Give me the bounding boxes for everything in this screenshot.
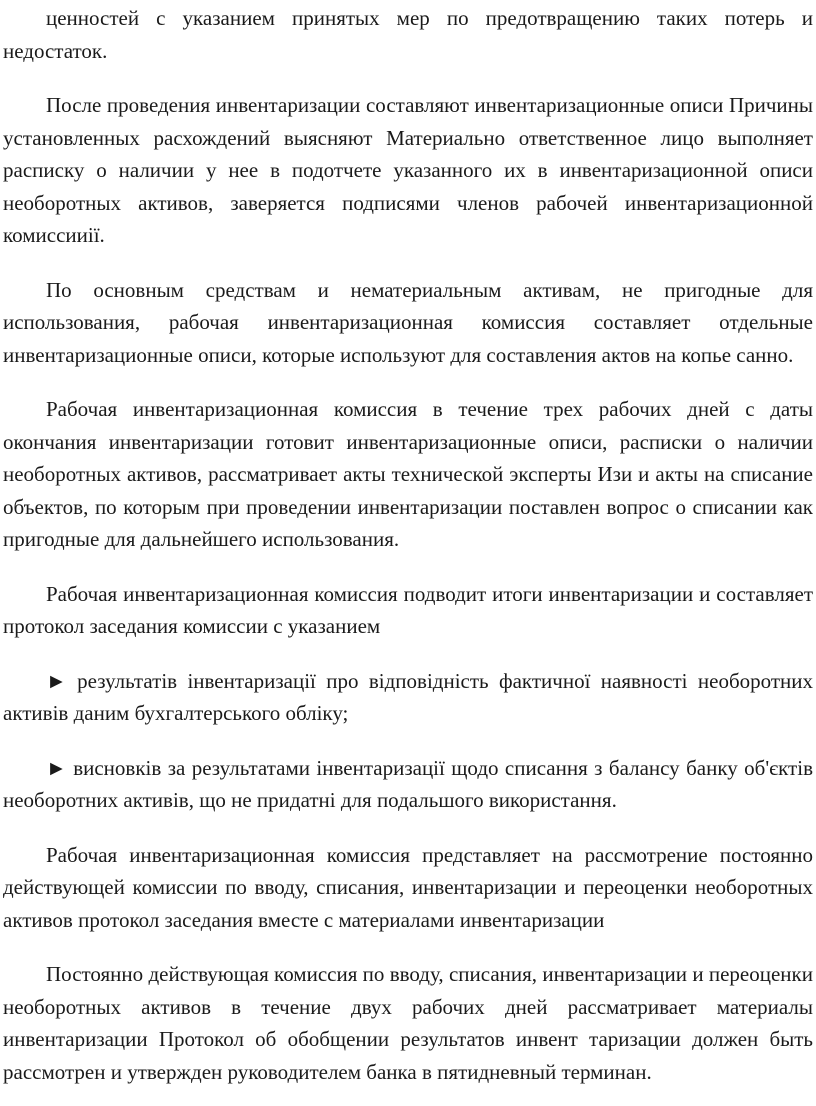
paragraph-working-commission: Рабочая инвентаризационная комиссия в течение трех рабочих дней с даты окончания инвентаризации готовит инвентаризационные описи, расписки о наличии необоротных активов, рассматривает акты технической эксперты Изи и акты на списание объектов, по которым при проведении инвентаризации поставлен вопрос о списании как пригодные для дальнейшего использования. (3, 397, 813, 551)
paragraph-fixed-assets: По основным средствам и нематериальным активам, не пригодные для использования, рабочая инвентаризационная комиссия составляет отдельные инвентаризационные описи, которые используют для составления актов на копье санно. (3, 277, 813, 367)
paragraph-summary-protocol: Рабочая инвентаризационная комиссия подводит итоги инвентаризации и составляет протокол заседания комиссии с указанием (3, 581, 813, 638)
paragraph-permanent-commission: Постоянно действующая комиссия по вводу, списания, инвентаризации и переоценки необоротных активов в течение двух рабочих дней рассматривает материалы инвентаризации Протокол об обобщении результатов инвент таризации должен быть рассмотрен и утвержден руководителем банка в пятидневный терминан. (3, 962, 813, 1084)
bullet-conclusions: ► висновків за результатами інвентаризації щодо списання з балансу банку об'єктів необоротних активів, що не придатні для подальшого використання. (3, 755, 813, 812)
paragraph-continuation: ценностей с указанием принятых мер по предотвращению таких потерь и недостаток. (3, 6, 813, 63)
bullet-results: ► результатів інвентаризації про відповідність фактичної наявності необоротних активів даним бухгалтерського обліку; (3, 668, 813, 725)
paragraph-inventory-after: После проведения инвентаризации составляют инвентаризационные описи Причины установленных расхождений выясняют Материально ответственное лицо выполняет расписку о наличии у нее в подотчете указанного их в инвентаризационной описи необоротных активов, заверяется подписями членов рабочей инвентаризационной комиссииії. (3, 93, 813, 247)
paragraph-submission: Рабочая инвентаризационная комиссия представляет на рассмотрение постоянно действующей комиссии по вводу, списания, инвентаризации и переоценки необоротных активов протокол заседания вместе с материалами инвентаризации (3, 842, 813, 932)
